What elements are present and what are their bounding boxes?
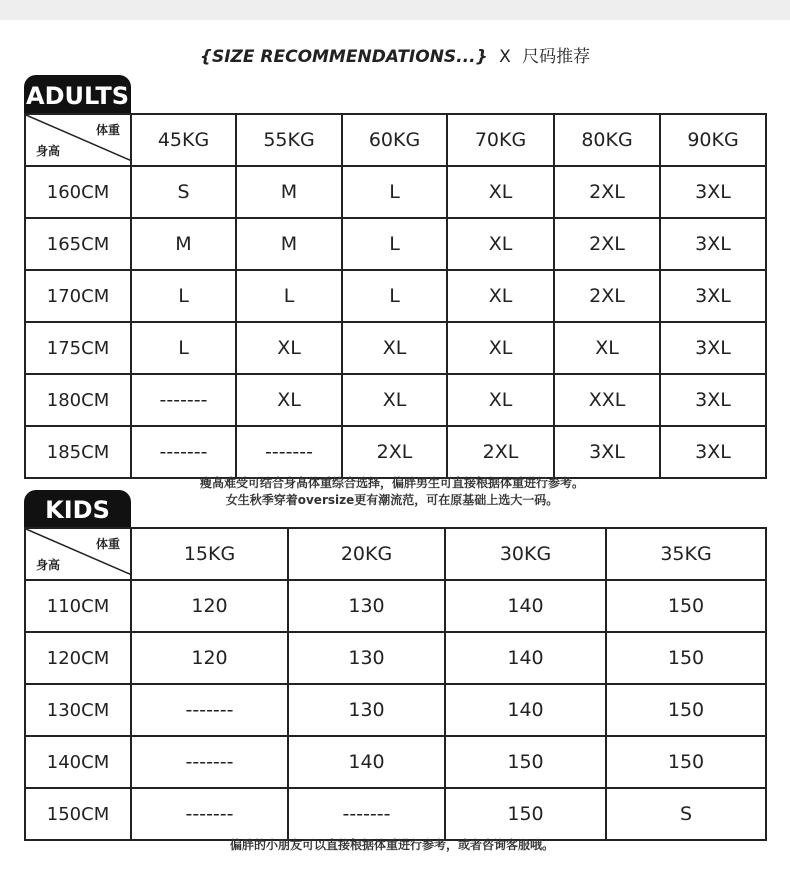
kids-size-cell: 130 bbox=[288, 580, 445, 632]
height-label: 身高 bbox=[36, 144, 61, 158]
adults-size-cell: 2XL bbox=[554, 218, 660, 270]
adults-size-cell: 3XL bbox=[660, 426, 766, 478]
adults-size-cell: M bbox=[131, 218, 236, 270]
adults-size-cell: ------- bbox=[131, 374, 236, 426]
weight-label: 体重 bbox=[95, 537, 120, 551]
kids-header-row bbox=[25, 528, 766, 580]
kids-weight-header: 30KG bbox=[445, 528, 606, 580]
adults-note-2: 女生秋季穿着oversize更有潮流范，可在原基础上选大一码。 bbox=[225, 493, 559, 507]
adults-badge: ADULTS bbox=[24, 75, 131, 114]
kids-size-cell: 140 bbox=[445, 684, 606, 736]
adults-size-cell: XL bbox=[342, 374, 447, 426]
adults-size-cell: M bbox=[236, 166, 342, 218]
kids-size-cell: ------- bbox=[131, 788, 288, 840]
kids-table-row bbox=[25, 736, 766, 788]
adults-size-cell: L bbox=[131, 270, 236, 322]
adults-size-cell: XL bbox=[236, 374, 342, 426]
adults-weight-header: 55KG bbox=[236, 114, 342, 166]
kids-size-cell: ------- bbox=[131, 684, 288, 736]
adults-height-cell: 160CM bbox=[25, 166, 131, 218]
adults-size-cell: L bbox=[342, 166, 447, 218]
kids-size-cell: 130 bbox=[288, 684, 445, 736]
adults-height-cell: 165CM bbox=[25, 218, 131, 270]
adults-header-row bbox=[25, 114, 766, 166]
adults-weight-header: 80KG bbox=[554, 114, 660, 166]
adults-corner-cell bbox=[25, 114, 131, 166]
kids-size-cell: 140 bbox=[445, 632, 606, 684]
kids-height-cell: 120CM bbox=[25, 632, 131, 684]
adults-size-cell: 3XL bbox=[660, 270, 766, 322]
kids-weight-header: 15KG bbox=[131, 528, 288, 580]
adults-size-cell: XXL bbox=[554, 374, 660, 426]
adults-size-cell: XL bbox=[447, 270, 554, 322]
kids-height-cell: 110CM bbox=[25, 580, 131, 632]
page-title bbox=[0, 42, 790, 67]
adults-size-cell: 3XL bbox=[660, 218, 766, 270]
kids-size-table bbox=[24, 527, 767, 841]
adults-table-row bbox=[25, 374, 766, 426]
adults-size-table bbox=[24, 113, 767, 479]
kids-size-cell: 140 bbox=[445, 580, 606, 632]
kids-corner-cell bbox=[25, 528, 131, 580]
kids-size-cell: 130 bbox=[288, 632, 445, 684]
adults-size-cell: 2XL bbox=[342, 426, 447, 478]
adults-size-cell: M bbox=[236, 218, 342, 270]
kids-badge: KIDS bbox=[24, 490, 131, 528]
adults-table-row bbox=[25, 322, 766, 374]
kids-table-row bbox=[25, 684, 766, 736]
adults-size-cell: 3XL bbox=[660, 322, 766, 374]
adults-size-cell: ------- bbox=[131, 426, 236, 478]
adults-table-row bbox=[25, 166, 766, 218]
adults-size-cell: 3XL bbox=[554, 426, 660, 478]
top-bar bbox=[0, 0, 790, 20]
adults-size-cell: L bbox=[236, 270, 342, 322]
adults-size-cell: L bbox=[342, 270, 447, 322]
kids-size-cell: 140 bbox=[288, 736, 445, 788]
kids-table-row bbox=[25, 788, 766, 840]
adults-height-cell: 175CM bbox=[25, 322, 131, 374]
adults-size-cell: XL bbox=[554, 322, 660, 374]
adults-height-cell: 180CM bbox=[25, 374, 131, 426]
kids-weight-header: 35KG bbox=[606, 528, 766, 580]
kids-size-cell: 120 bbox=[131, 580, 288, 632]
adults-size-cell: ------- bbox=[236, 426, 342, 478]
kids-table-row bbox=[25, 580, 766, 632]
adults-size-cell: XL bbox=[342, 322, 447, 374]
adults-weight-header: 70KG bbox=[447, 114, 554, 166]
kids-size-cell: 120 bbox=[131, 632, 288, 684]
adults-size-cell: L bbox=[131, 322, 236, 374]
adults-height-cell: 170CM bbox=[25, 270, 131, 322]
title-chinese: 尺码推荐 bbox=[522, 47, 591, 67]
kids-size-cell: 150 bbox=[606, 684, 766, 736]
adults-weight-header: 45KG bbox=[131, 114, 236, 166]
adults-size-cell: 2XL bbox=[554, 166, 660, 218]
adults-table-row bbox=[25, 426, 766, 478]
adults-size-cell: 2XL bbox=[447, 426, 554, 478]
kids-size-cell: 150 bbox=[445, 788, 606, 840]
title-english: {SIZE RECOMMENDATIONS...} bbox=[199, 47, 488, 67]
adults-height-cell: 185CM bbox=[25, 426, 131, 478]
kids-note: 偏胖的小朋友可以直接根据体重进行参考，或者咨询客服哦。 bbox=[229, 838, 554, 852]
kids-height-cell: 150CM bbox=[25, 788, 131, 840]
adults-weight-header: 60KG bbox=[342, 114, 447, 166]
kids-weight-header: 20KG bbox=[288, 528, 445, 580]
adults-size-cell: S bbox=[131, 166, 236, 218]
adults-size-cell: XL bbox=[447, 374, 554, 426]
kids-size-cell: 150 bbox=[606, 580, 766, 632]
adults-size-cell: XL bbox=[447, 218, 554, 270]
height-label: 身高 bbox=[36, 558, 61, 572]
adults-size-cell: XL bbox=[236, 322, 342, 374]
adults-weight-header: 90KG bbox=[660, 114, 766, 166]
kids-height-cell: 130CM bbox=[25, 684, 131, 736]
kids-size-cell: 150 bbox=[445, 736, 606, 788]
kids-height-cell: 140CM bbox=[25, 736, 131, 788]
adults-size-cell: 3XL bbox=[660, 374, 766, 426]
adults-size-cell: L bbox=[342, 218, 447, 270]
kids-size-cell: 150 bbox=[606, 736, 766, 788]
adults-table-row bbox=[25, 270, 766, 322]
adults-note-1: 瘦高难受可结合身高体重综合选择，偏胖男生可直接根据体重进行参考。 bbox=[199, 476, 584, 490]
kids-table-row bbox=[25, 632, 766, 684]
adults-size-cell: XL bbox=[447, 166, 554, 218]
title-separator: X bbox=[499, 47, 511, 67]
adults-size-cell: 3XL bbox=[660, 166, 766, 218]
kids-size-cell: 150 bbox=[606, 632, 766, 684]
kids-size-cell: ------- bbox=[131, 736, 288, 788]
adults-size-cell: XL bbox=[447, 322, 554, 374]
adults-size-cell: 2XL bbox=[554, 270, 660, 322]
weight-label: 体重 bbox=[95, 123, 120, 137]
kids-size-cell: S bbox=[606, 788, 766, 840]
adults-table-row bbox=[25, 218, 766, 270]
kids-size-cell: ------- bbox=[288, 788, 445, 840]
